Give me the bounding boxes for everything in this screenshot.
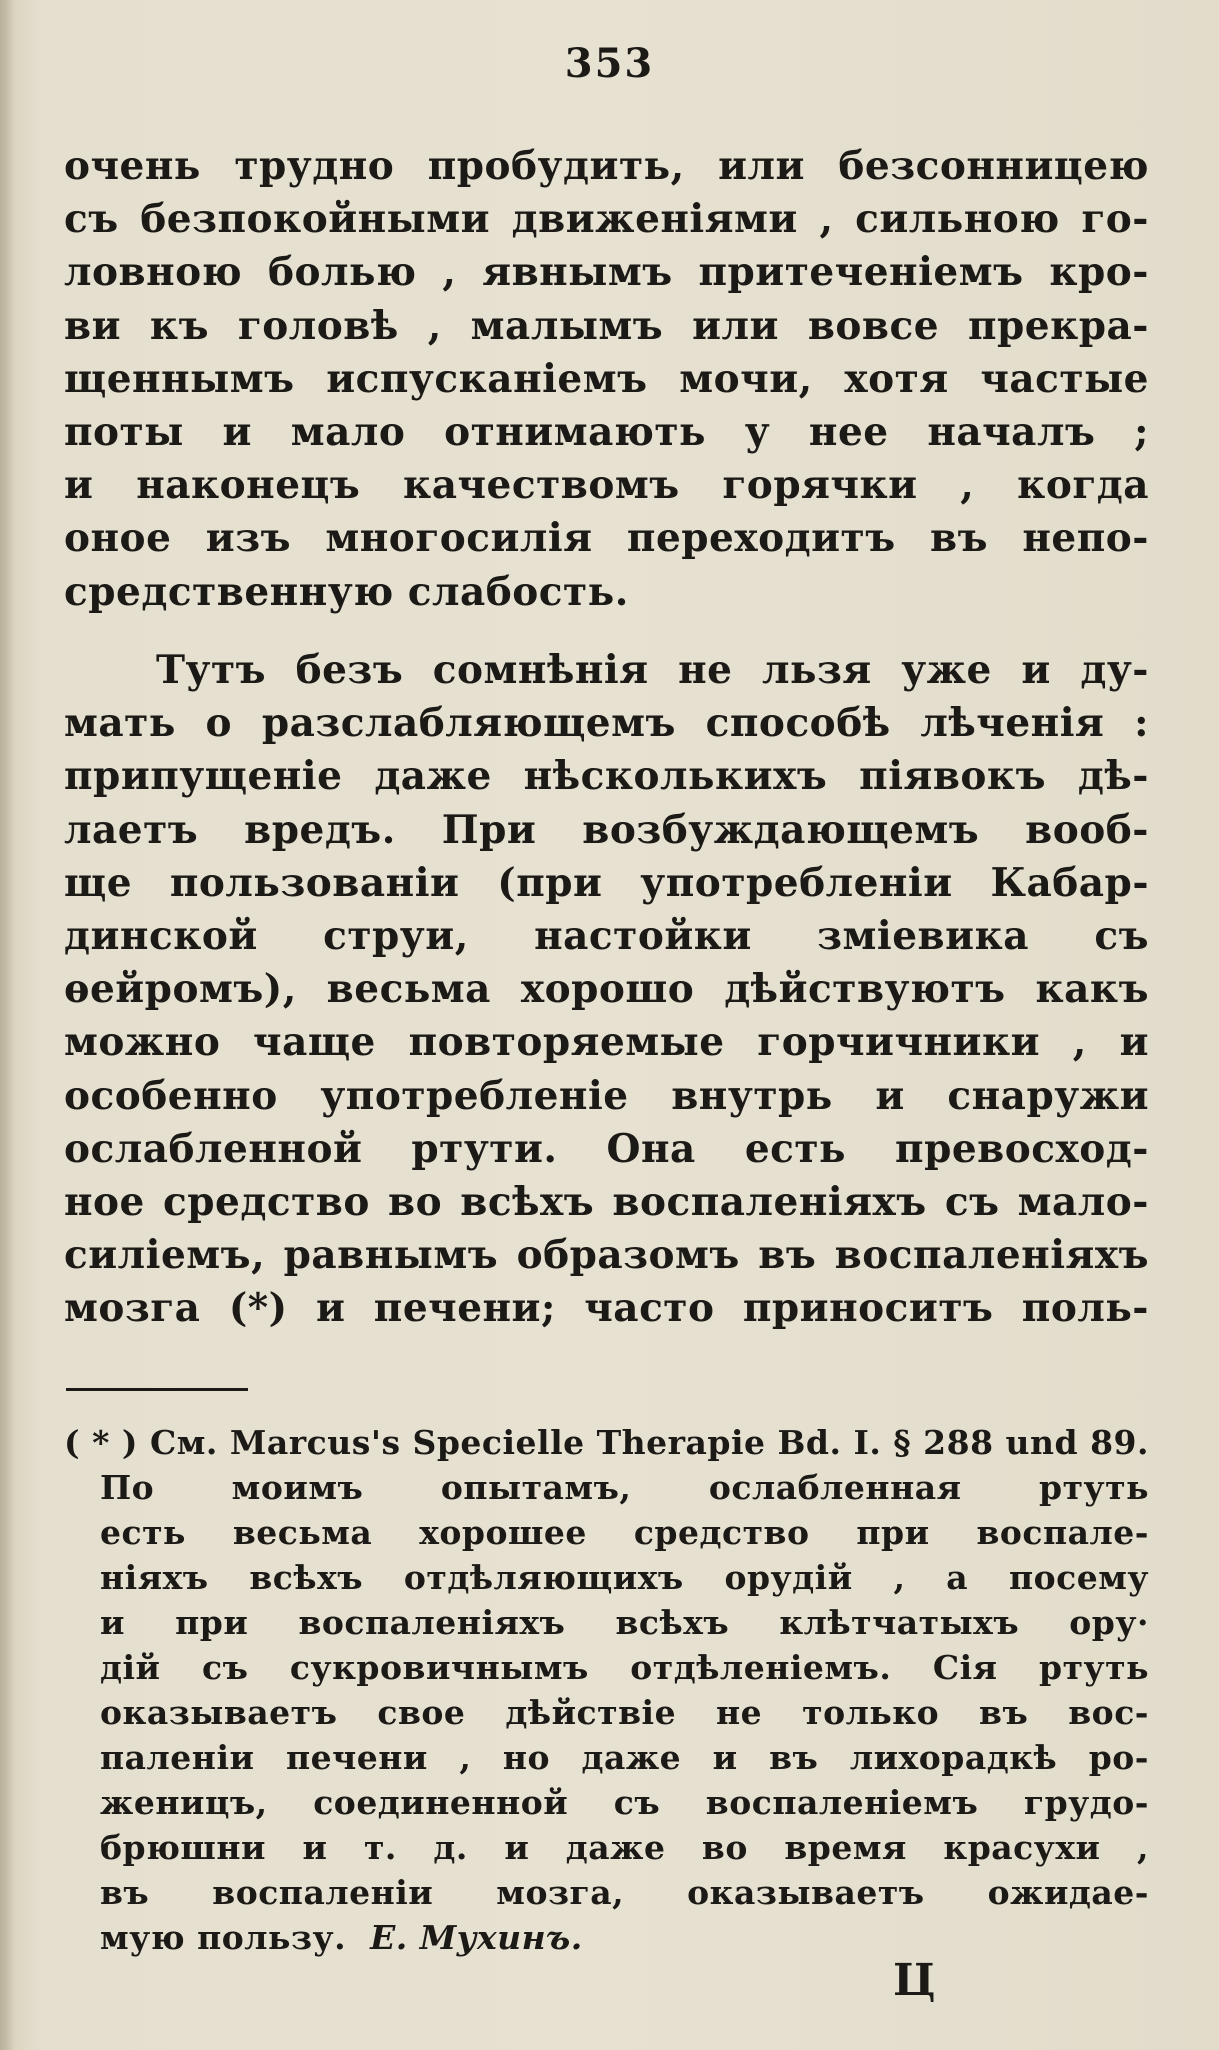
- text-line: припущеніе даже нѣсколькихъ піявокъ дѣ-: [64, 753, 1149, 800]
- footnote-reference-line: ( * ) См. Marcus's Specielle Therapie Bd. I. § 288 und 89.: [64, 1423, 1149, 1462]
- text-line: силіемъ, равнымъ образомъ въ воспаленіяхъ: [64, 1232, 1149, 1279]
- page-number: 353: [564, 40, 655, 87]
- footnote-line: паленіи печени , но даже и въ лихорадкѣ ро-: [100, 1738, 1149, 1777]
- text-line: щеннымъ испусканіемъ мочи, хотя частые: [64, 355, 1149, 402]
- footnote-line: и при воспаленіяхъ всѣхъ клѣтчатыхъ ору·: [100, 1603, 1149, 1642]
- footnote-line: брюшни и т. д. и даже во время красухи ,: [100, 1828, 1149, 1867]
- text-line: ное средство во всѣхъ воспаленіяхъ съ мало-: [64, 1178, 1149, 1225]
- text-line: и наконецъ качествомъ горячки , когда: [64, 462, 1149, 509]
- footnote-line: ніяхъ всѣхъ отдѣляющихъ орудій , а посему: [100, 1558, 1149, 1597]
- footnote-signature: Е. Мухинъ.: [370, 1918, 583, 1957]
- footnote-last-line: [64, 1915, 1149, 1960]
- text-line: ще пользованіи (при употребленіи Кабар-: [64, 859, 1149, 906]
- text-line: динской струи, настойки зміевика съ: [64, 912, 1149, 959]
- text-line: Тутъ безъ сомнѣнія не льзя уже и ду-: [156, 647, 1149, 693]
- text-line: ѳейромъ), весьма хорошо дѣйствуютъ какъ: [64, 966, 1149, 1013]
- footnote-line: женицъ, соединенной съ воспаленіемъ грудо-: [100, 1783, 1149, 1822]
- text-line: ви къ головѣ , малымъ или вовсе прекра-: [64, 302, 1149, 349]
- footnote-line: есть весьма хорошее средство при воспале-: [100, 1513, 1149, 1552]
- text-line: съ безпокойными движеніями , сильною го-: [64, 196, 1149, 243]
- footnote-line: По моимъ опытамъ, ослабленная ртуть: [100, 1468, 1149, 1507]
- footnote-line: оказываетъ свое дѣйствіе не только въ вос-: [100, 1693, 1149, 1732]
- text-line: лаетъ вредъ. При возбуждающемъ вооб-: [64, 806, 1149, 853]
- paragraph-2: [64, 644, 1149, 1335]
- text-line: ослабленной ртути. Она есть превосход-: [64, 1125, 1149, 1172]
- text-line: можно чаще повторяемые горчичники , и: [64, 1019, 1149, 1066]
- text-line: очень трудно пробудить, или безсонницею: [64, 143, 1149, 189]
- footnote-line: въ воспаленіи мозга, оказываетъ ожидае-: [100, 1873, 1149, 1912]
- binding-shadow: [0, 0, 14, 2050]
- catchword: Ц: [893, 1955, 936, 2006]
- footnote-divider: [66, 1388, 248, 1391]
- text-line: оное изъ многосилія переходитъ въ непо-: [64, 515, 1149, 562]
- text-line: мозга (*) и печени; часто приноситъ поль-: [64, 1285, 1149, 1332]
- footnote: [64, 1420, 1149, 1960]
- footnote-line: дій съ сукровичнымъ отдѣленіемъ. Сія ртуть: [100, 1648, 1149, 1687]
- text-line: средственную слабость.: [64, 568, 629, 615]
- text-line: особенно употребленіе внутрь и снаружи: [64, 1072, 1149, 1119]
- footnote-line-text: мую пользу.: [100, 1918, 347, 1957]
- text-line: поты и мало отнимають у нее началъ ;: [64, 408, 1149, 455]
- text-line: ловною болью , явнымъ притеченіемъ кро-: [64, 249, 1149, 296]
- paragraph-1: [64, 140, 1149, 619]
- text-line: мать о разслабляющемъ способѣ лѣченія :: [64, 700, 1149, 747]
